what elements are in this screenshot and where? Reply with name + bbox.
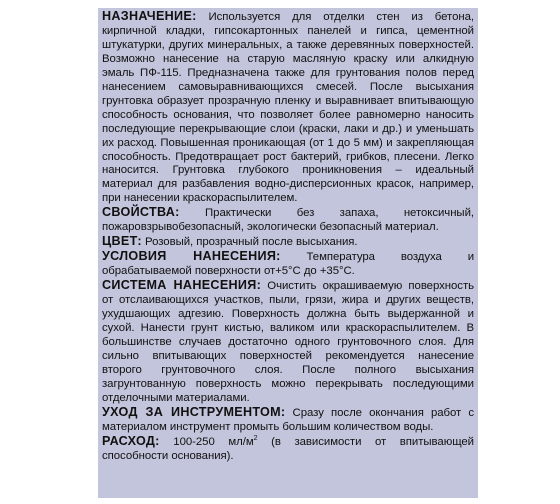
- consumption-unit-exponent: 2: [253, 434, 258, 442]
- consumption-section: [102, 435, 474, 464]
- tool-care-section: [102, 406, 474, 435]
- label-text-block: [102, 10, 474, 464]
- purpose-heading: НАЗНАЧЕНИЕ:: [102, 9, 197, 23]
- consumption-value: 100-250 мл/м: [159, 435, 254, 448]
- tool-care-text: Сразу после окончания работ с материалом инструмент промыть большим количеством воды.: [102, 406, 474, 433]
- color-text: Розовый, прозрачный после высыхания.: [141, 236, 358, 249]
- purpose-section: [102, 10, 474, 206]
- color-section: [102, 235, 474, 250]
- conditions-heading: УСЛОВИЯ НАНЕСЕНИЯ:: [102, 249, 281, 264]
- properties-heading: СВОЙСТВА:: [102, 205, 180, 220]
- consumption-note: (в зависимости от впитывающей способности основания).: [102, 435, 474, 462]
- properties-section: [102, 206, 474, 235]
- product-label: [98, 8, 478, 498]
- consumption-heading: РАСХОД:: [102, 433, 160, 448]
- application-section: [102, 279, 474, 406]
- application-heading: СИСТЕМА НАНЕСЕНИЯ:: [102, 278, 262, 293]
- conditions-text: Температура воздуха и обрабатываемой поверхности от+5°С до +35°С.: [102, 251, 475, 278]
- color-heading: ЦВЕТ:: [102, 234, 142, 249]
- properties-text: Практически без запаха, нетоксичный, пожаровзрывобезопасный, экологически безопасный материал.: [102, 207, 474, 234]
- conditions-section: [102, 250, 474, 279]
- purpose-text: Используется для отделки стен из бетона, кирпичной кладки, гипсокартонных панелей и гипса, цементной штукатурки, других минеральных, а также деревянных поверхностей. Возможно нанесение на старую масляную краску или алкидную эмаль ПФ-115. Предназначена также для грунтования полов перед нанесением самовыравнивающихся смесей. После высыхания грунтовка образует прозрачную пленку и выравнивает впитывающую способность основания, что позволяет более равномерно наносить последующие перекрывающие слои (краски, лаки и др.) и уменьшать их расход. Повышенная проникающая (от 1 до 5 мм) и закрепляющая способность. Предотвращает рост бактерий, грибков, плесени. Легко наносится. Грунтовка глубокого проникновения – идеальный материал для разбавления водно-дисперсионных красок, например, при нанесении краскораспылителем.: [102, 11, 474, 205]
- tool-care-heading: УХОД ЗА ИНСТРУМЕНТОМ:: [102, 404, 286, 419]
- application-text: Очистить окрашиваемую поверхность от отслаивающихся участков, пыли, грязи, жира и других веществ, ухудшающих адгезию. Поверхность должна быть выдержанной и сухой. Нанести грунт кистью, валиком или краскораспылителем. В большинстве случаев достаточно одного грунтовочного слоя. Для сильно впитывающих поверхностей рекомендуется нанесение второго грунтовочного слоя. После полного высыхания загрунтованную поверхность можно перекрывать последующими отделочными материалами.: [102, 280, 474, 404]
